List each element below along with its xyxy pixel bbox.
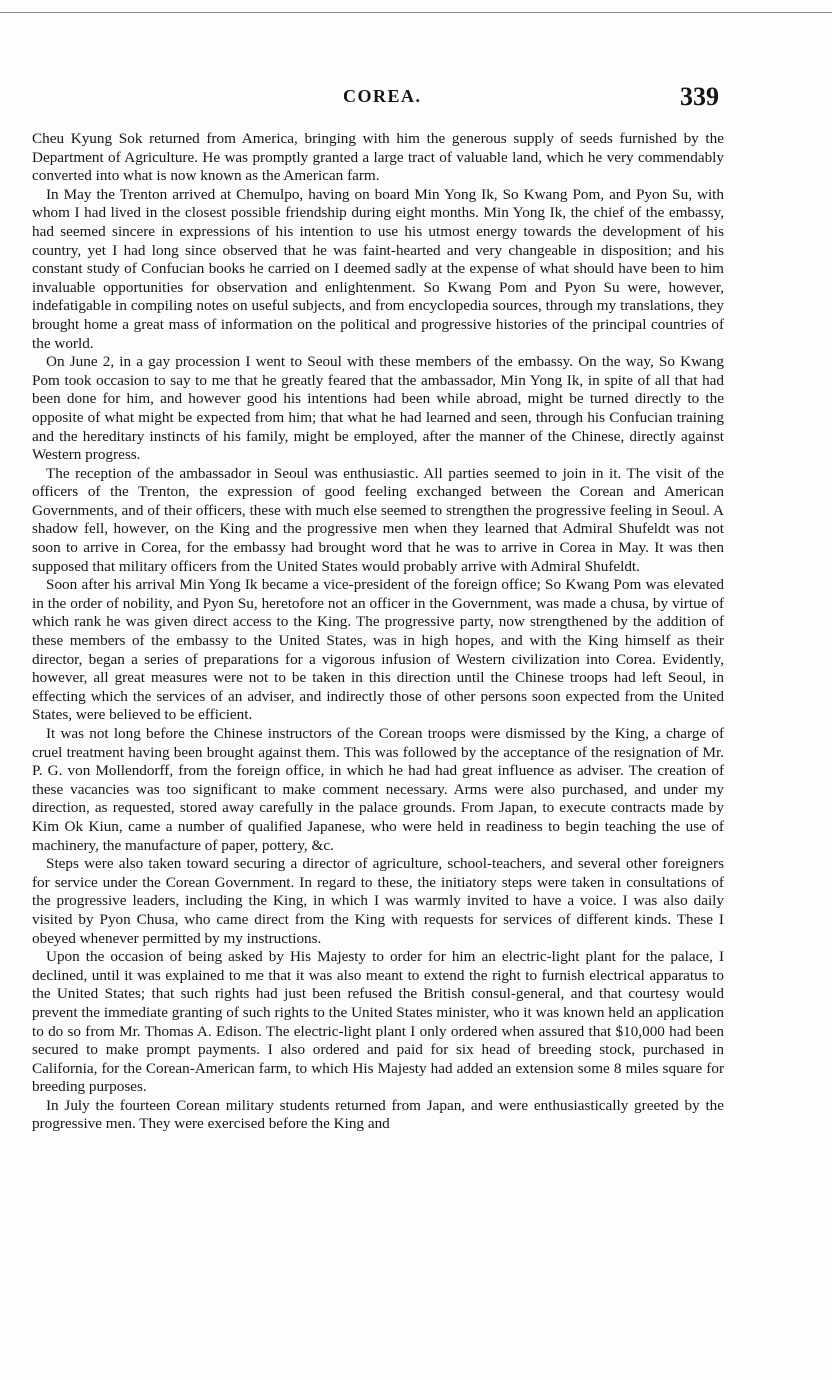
paragraph-7: Steps were also taken toward securing a director of agriculture, school-teachers, and several other foreigners for service under the Corean Government. In regard to these, the initiatory steps were taken in consultations of the progressive leaders, including the King, in which I was warmly invited to have a voice. I was also daily visited by Pyon Chusa, who came direct from the King with requests for services of different kinds. These I obeyed whenever permitted by my instructions. [32,855,724,947]
paragraph-1: Cheu Kyung Sok returned from America, bringing with him the generous supply of seeds furnished by the Department of Agriculture. He was promptly granted a large tract of valuable land, which he very commendably converted into what is now known as the American farm. [32,130,724,185]
paragraph-3: On June 2, in a gay procession I went to Seoul with these members of the embassy. On the way, So Kwang Pom took occasion to say to me that he greatly feared that the ambassador, Min Yong Ik, in spite of all that had been done for him, and however good his intentions had been while abroad, might be turned directly to the opposite of what might be expected from him; that what he had learned and seen, through his Confucian training and the hereditary instincts of his family, might be employed, after the manner of the Chinese, directly against Western progress. [32,353,724,464]
paragraph-8: Upon the occasion of being asked by His Majesty to order for him an electric-light plant for the palace, I declined, until it was explained to me that it was also meant to extend the right to furnish electrical apparatus to the United States; that such rights had just been refused the British consul-general, and that courtesy would prevent the immediate granting of such rights to the United States minister, who it was known held an application to do so from Mr. Thomas A. Edison. The electric-light plant I only ordered when assured that $10,000 had been secured to make prompt payments. I also ordered and paid for six head of breeding stock, purchased in California, for the Corean-American farm, to which His Majesty had added an extension some 8 miles square for breeding purposes. [32,948,724,1096]
paragraph-9: In July the fourteen Corean military students returned from Japan, and were enthusiastically greeted by the progressive men. They were exercised before the King and [32,1096,724,1133]
top-rule [0,12,832,13]
running-header [0,82,832,111]
paragraph-2: In May the Trenton arrived at Chemulpo, having on board Min Yong Ik, So Kwang Pom, and Pyon Su, with whom I had lived in the closest possible friendship during eight months. Min Yong Ik, the chief of the embassy, had seemed sincere in expressions of his intention to use his utmost energy towards the development of his country, yet I had long since observed that he was faint-hearted and very changeable in disposition; and his constant study of Confucian books he carried on I deemed sadly at the expense of what should have been to him invaluable opportunities for observation and enlightenment. So Kwang Pom and Pyon Su were, however, indefatigable in compiling notes on useful subjects, and from encyclopedia sources, through my translations, they brought home a great mass of information on the political and progressive histories of the principal countries of the world. [32,185,724,352]
paragraph-5: Soon after his arrival Min Yong Ik became a vice-president of the foreign office; So Kwang Pom was elevated in the order of nobility, and Pyon Su, heretofore not an officer in the Government, was made a chusa, by virtue of which rank he was given direct access to the King. The progressive party, now strengthened by the addition of these members of the embassy to the United States, was in high hopes, and with the King himself as their director, began a series of preparations for a vigorous infusion of Western civilization into Corea. Evidently, however, all great measures were not to be taken in this direction until the Chinese troops had left Seoul, in effecting which the services of an adviser, and indirectly those of other persons soon expected from the United States, were believed to be efficient. [32,576,724,724]
running-title: COREA. [343,86,422,106]
paragraph-6: It was not long before the Chinese instructors of the Corean troops were dismissed by the King, a charge of cruel treatment having been brought against them. This was followed by the acceptance of the resignation of Mr. P. G. von Mollendorff, from the foreign office, in which he had had great influence as adviser. The creation of these vacancies was too significant to make comment necessary. Arms were also purchased, and under my direction, as requested, stored away carefully in the palace grounds. From Japan, to execute contracts made by Kim Ok Kiun, came a number of qualified Japanese, who were held in readiness to begin teaching the use of machinery, the manufacture of paper, pottery, &c. [32,725,724,854]
body-text [32,130,724,1134]
paragraph-4: The reception of the ambassador in Seoul was enthusiastic. All parties seemed to join in it. The visit of the officers of the Trenton, the expression of good feeling exchanged between the Corean and American Governments, and of their officers, these with much else seemed to strengthen the progressive feeling in Seoul. A shadow fell, however, on the King and the progressive men when they learned that Admiral Shufeldt was not soon to arrive in Corea, for the embassy had brought word that he was to arrive in Corea in May. It was then supposed that military officers from the United States would probably arrive with Admiral Shufeldt. [32,464,724,575]
page-number: 339 [680,82,719,111]
